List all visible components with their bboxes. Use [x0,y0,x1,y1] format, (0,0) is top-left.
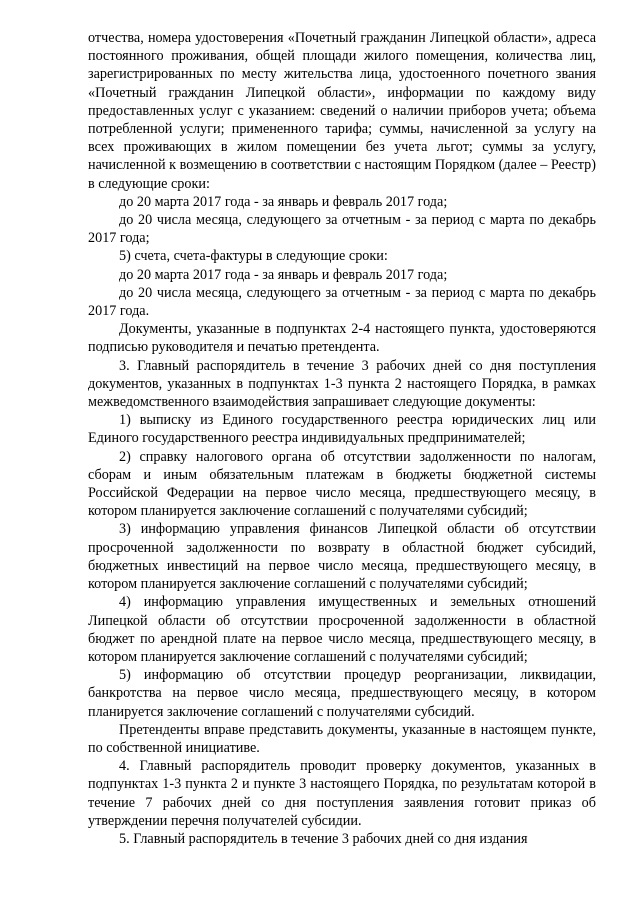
paragraph: Претенденты вправе представить документы, указанные в настоящем пункте, по собственной инициативе. [88,721,596,756]
paragraph: 4) информацию управления имущественных и земельных отношений Липецкой области об отсутствии просроченной задолженности в областной бюджет по арендной плате на первое число месяца, предшествующего месяцу, в котором планируется заключение соглашений с получателями субсидий; [88,594,596,665]
paragraph: 4. Главный распорядитель проводит проверку документов, указанных в подпунктах 1-3 пункта 2 и пункте 3 настоящего Порядка, по результатам которой в течение 7 рабочих дней со дня поступления заявления готовит приказ об утверждении перечня получателей субсидии. [88,758,596,829]
paragraph: 3. Главный распорядитель в течение 3 рабочих дней со дня поступления документов, указанных в подпунктах 1-3 пункта 2 настоящего Порядка, в рамках межведомственного взаимодействия запрашивает следующие документы: [88,357,596,411]
paragraph: до 20 числа месяца, следующего за отчетным - за период с марта по декабрь 2017 года; [88,212,596,247]
paragraph: 2) справку налогового органа об отсутствии задолженности по налогам, сборам и иным обязательным платежам в бюджеты бюджетной системы Российской Федерации на первое число месяца, предшествующего месяцу, в котором планируется заключение соглашений с получателями субсидий; [88,448,596,520]
document-page [88,29,596,848]
paragraph: 5) счета, счета-фактуры в следующие сроки: [119,248,388,265]
paragraph: 1) выписку из Единого государственного реестра юридических лиц или Единого государственного реестра индивидуальных предпринимателей; [88,412,596,447]
paragraph: Документы, указанные в подпунктах 2-4 настоящего пункта, удостоверяются подписью руководителя и печатью претендента. [88,321,596,356]
paragraph: 5. Главный распорядитель в течение 3 рабочих дней со дня издания [119,830,528,847]
paragraph: 5) информацию об отсутствии процедур реорганизации, ликвидации, банкротства на первое число месяца, предшествующего месяцу, в котором планируется заключение соглашений с получателями субсидий. [88,667,596,720]
paragraph: до 20 марта 2017 года - за январь и февраль 2017 года; [119,193,448,210]
paragraph: до 20 числа месяца, следующего за отчетным - за период с марта по декабрь 2017 года. [88,284,596,320]
paragraph: отчества, номера удостоверения «Почетный гражданин Липецкой области», адреса постоянного проживания, общей площади жилого помещения, количества лиц, зарегистрированных по месту жительства лица, удостоенного почетного звания «Почетный гражданин Липецкой области», информации по каждому виду предоставленных услуг с указанием: сведений о наличии приборов учета; объема потребленной услуги; примененного тарифа; суммы, начисленной за услугу на всех проживающих в жилом помещении без учета льгот; суммы за услугу, начисленной к возмещению в соответствии с настоящим Порядком (далее – Реестр) в следующие сроки: [88,30,596,192]
paragraph: 3) информацию управления финансов Липецкой области об отсутствии просроченной задолженности по возврату в областной бюджет субсидий, бюджетных инвестиций на первое число месяца, предшествующего месяцу, в котором планируется заключение соглашений с получателями субсидий; [88,521,596,593]
paragraph: до 20 марта 2017 года - за январь и февраль 2017 года; [119,266,448,283]
